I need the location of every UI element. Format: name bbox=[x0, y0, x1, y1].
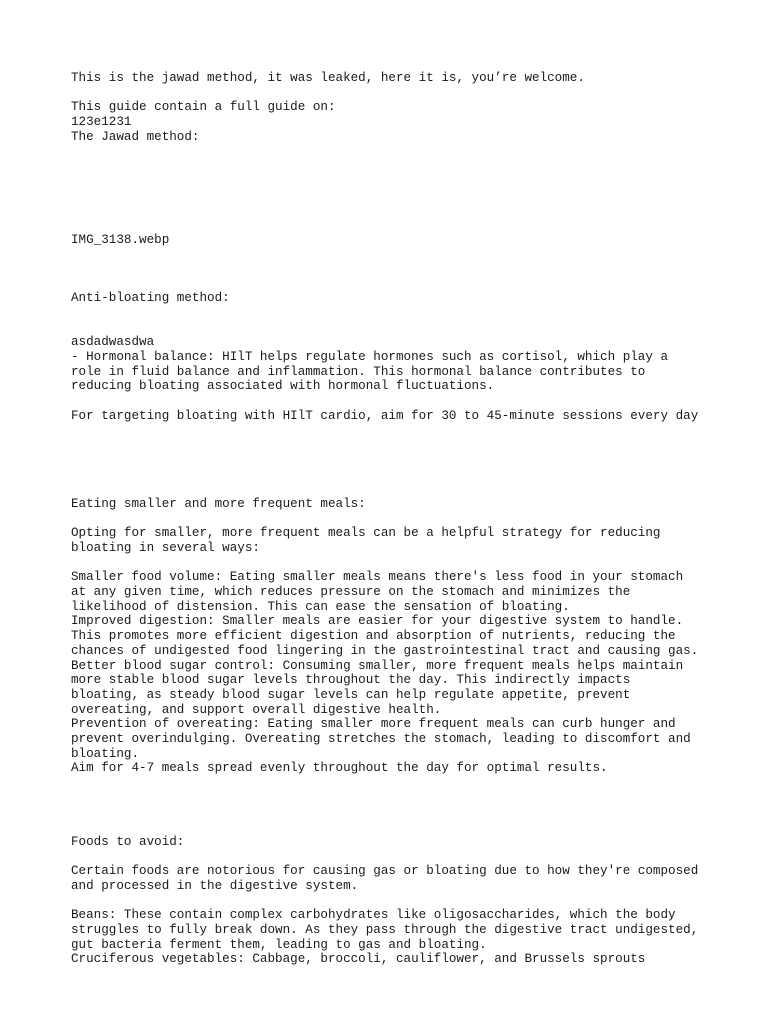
text-line bbox=[71, 468, 731, 483]
text-line bbox=[71, 218, 731, 233]
text-line bbox=[71, 262, 731, 277]
text-line bbox=[71, 394, 731, 409]
image-filename: IMG_3138.webp bbox=[71, 232, 170, 247]
text-line: gut bacteria ferment them, leading to gas and bloating. bbox=[71, 937, 487, 952]
text-line bbox=[71, 556, 731, 571]
text-line bbox=[71, 805, 731, 820]
text-line bbox=[71, 277, 731, 292]
text-line bbox=[71, 512, 731, 527]
text-line bbox=[71, 820, 731, 835]
text-line: prevent overindulging. Overeating stretches the stomach, leading to discomfort and bbox=[71, 731, 691, 746]
text-line bbox=[71, 776, 731, 791]
text-line: Cruciferous vegetables: Cabbage, broccoli, cauliflower, and Brussels sprouts bbox=[71, 952, 646, 967]
text-line: 123e1231 bbox=[71, 115, 132, 130]
text-line bbox=[71, 189, 731, 204]
text-line: asdadwasdwa bbox=[71, 335, 155, 350]
text-line: Prevention of overeating: Eating smaller more frequent meals can curb hunger and bbox=[71, 717, 676, 732]
text-line bbox=[71, 849, 731, 864]
text-line: overeating, and support overall digestive health. bbox=[71, 702, 442, 717]
document-page bbox=[71, 71, 731, 967]
text-line bbox=[71, 86, 731, 101]
text-line: likelihood of distension. This can ease the sensation of bloating. bbox=[71, 599, 570, 614]
text-line bbox=[71, 144, 731, 159]
text-line: Improved digestion: Smaller meals are easier for your digestive system to handle. bbox=[71, 614, 684, 629]
section-heading: Eating smaller and more frequent meals: bbox=[71, 496, 366, 511]
text-line bbox=[71, 453, 731, 468]
section-heading: Anti-bloating method: bbox=[71, 291, 230, 306]
text-line: Certain foods are notorious for causing gas or bloating due to how they're composed bbox=[71, 864, 699, 879]
text-line bbox=[71, 438, 731, 453]
text-line bbox=[71, 174, 731, 189]
text-line: Smaller food volume: Eating smaller meals means there's less food in your stomach bbox=[71, 570, 684, 585]
text-line: chances of undigested food lingering in the gastrointestinal tract and causing gas. bbox=[71, 643, 699, 658]
text-line: This is the jawad method, it was leaked, here it is, you’re welcome. bbox=[71, 71, 585, 85]
text-line: bloating, as steady blood sugar levels can help regulate appetite, prevent bbox=[71, 687, 631, 702]
text-line bbox=[71, 791, 731, 806]
text-line: and processed in the digestive system. bbox=[71, 878, 359, 893]
text-line bbox=[71, 306, 731, 321]
text-line: - Hormonal balance: HIlT helps regulate hormones such as cortisol, which play a bbox=[71, 350, 669, 365]
text-line: reducing bloating associated with hormonal fluctuations. bbox=[71, 379, 495, 394]
text-line bbox=[71, 321, 731, 336]
text-line: role in fluid balance and inflammation. This hormonal balance contributes to bbox=[71, 364, 646, 379]
text-line: at any given time, which reduces pressure on the stomach and minimizes the bbox=[71, 585, 631, 600]
text-line: bloating in several ways: bbox=[71, 541, 260, 555]
text-line bbox=[71, 482, 731, 497]
text-line: Aim for 4-7 meals spread evenly throughout the day for optimal results. bbox=[71, 761, 608, 776]
text-line bbox=[71, 894, 731, 909]
section-heading: Foods to avoid: bbox=[71, 834, 185, 849]
text-line: Beans: These contain complex carbohydrates like oligosaccharides, which the body bbox=[71, 908, 676, 923]
text-line: Opting for smaller, more frequent meals can be a helpful strategy for reducing bbox=[71, 526, 661, 541]
text-line: Better blood sugar control: Consuming smaller, more frequent meals helps maintain bbox=[71, 658, 684, 673]
text-line: For targeting bloating with HIlT cardio, aim for 30 to 45-minute sessions every day bbox=[71, 408, 699, 423]
text-line: more stable blood sugar levels throughout the day. This indirectly impacts bbox=[71, 673, 631, 688]
text-line bbox=[71, 159, 731, 174]
text-line: bloating. bbox=[71, 746, 140, 761]
text-line: This guide contain a full guide on: bbox=[71, 100, 336, 115]
text-line bbox=[71, 424, 731, 439]
text-line: This promotes more efficient digestion and absorption of nutrients, reducing the bbox=[71, 629, 676, 644]
text-line bbox=[71, 247, 731, 262]
text-line bbox=[71, 203, 731, 218]
text-line: struggles to fully break down. As they pass through the digestive tract undigested, bbox=[71, 922, 699, 937]
text-line: The Jawad method: bbox=[71, 129, 200, 144]
